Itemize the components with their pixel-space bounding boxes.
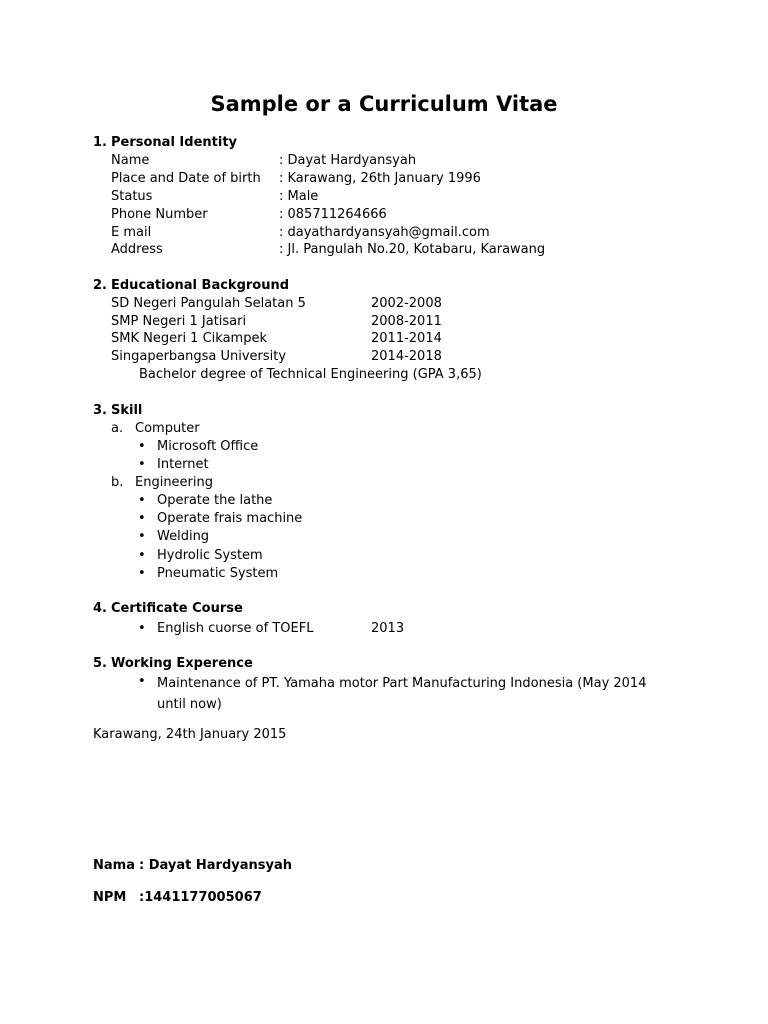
school-name: SMP Negeri 1 Jatisari: [111, 314, 247, 329]
section-heading-personal: Personal Identity: [111, 135, 238, 150]
degree-note: Bachelor degree of Technical Engineering (GPA 3,65): [139, 367, 482, 382]
section-number: 4.: [93, 601, 107, 616]
bullet-glyph: •: [138, 621, 146, 636]
field-label: Status: [111, 189, 153, 204]
bullet-glyph: •: [138, 529, 146, 544]
experience-item: Maintenance of PT. Yamaha motor Part Manufacturing Indonesia (May 2014 until now): [157, 676, 647, 712]
field-label: Place and Date of birth: [111, 171, 261, 186]
section-heading-experience: Working Experence: [111, 656, 253, 671]
skill-item: Pneumatic System: [157, 566, 279, 581]
bullet-glyph: •: [138, 493, 146, 508]
skill-group-name: Engineering: [135, 475, 213, 490]
bullet-glyph: •: [138, 511, 146, 526]
section-heading-certificate: Certificate Course: [111, 601, 243, 616]
page-title: Sample or a Curriculum Vitae: [210, 92, 558, 116]
section-number: 3.: [93, 403, 107, 418]
school-years: 2008-2011: [371, 314, 442, 329]
skill-group-name: Computer: [135, 421, 200, 436]
section-number: 5.: [93, 656, 107, 671]
skill-item: Welding: [157, 529, 210, 544]
section-heading-education: Educational Background: [111, 278, 290, 293]
signature-name-label: Nama: [93, 858, 135, 873]
school-years: 2011-2014: [371, 331, 442, 346]
field-label: Name: [111, 153, 150, 168]
skill-item: Microsoft Office: [157, 439, 259, 454]
field-label: Phone Number: [111, 207, 208, 222]
bullet-glyph: •: [138, 674, 146, 689]
field-value: : dayathardyansyah@gmail.com: [279, 225, 490, 240]
certificate-item: English cuorse of TOEFL: [157, 621, 314, 636]
place-date: Karawang, 24th January 2015: [93, 727, 287, 742]
skill-item: Operate the lathe: [157, 493, 273, 508]
section-number: 2.: [93, 278, 107, 293]
signature-name-value: : Dayat Hardyansyah: [139, 858, 292, 873]
section-heading-skill: Skill: [111, 403, 143, 418]
field-label: Address: [111, 242, 163, 257]
field-value: : Dayat Hardyansyah: [279, 153, 417, 168]
field-value: : Male: [279, 189, 319, 204]
signature-npm-label: NPM: [93, 890, 127, 905]
skill-item: Hydrolic System: [157, 548, 263, 563]
school-name: SD Negeri Pangulah Selatan 5: [111, 296, 306, 311]
skill-item: Internet: [157, 457, 209, 472]
skill-group-marker: a.: [111, 421, 124, 436]
school-name: SMK Negeri 1 Cikampek: [111, 331, 267, 346]
field-value: : Jl. Pangulah No.20, Kotabaru, Karawang: [279, 242, 546, 257]
field-value: : Karawang, 26th January 1996: [279, 171, 481, 186]
certificate-year: 2013: [371, 621, 405, 636]
school-years: 2002-2008: [371, 296, 442, 311]
school-name: Singaperbangsa University: [111, 349, 287, 364]
bullet-glyph: •: [138, 548, 146, 563]
bullet-glyph: •: [138, 439, 146, 454]
school-years: 2014-2018: [371, 349, 442, 364]
field-label: E mail: [111, 225, 152, 240]
skill-item: Operate frais machine: [157, 511, 303, 526]
skill-group-marker: b.: [111, 475, 124, 490]
field-value: : 085711264666: [279, 207, 387, 222]
bullet-glyph: •: [138, 566, 146, 581]
signature-npm-value: :1441177005067: [139, 890, 262, 905]
section-number: 1.: [93, 135, 107, 150]
bullet-glyph: •: [138, 457, 146, 472]
